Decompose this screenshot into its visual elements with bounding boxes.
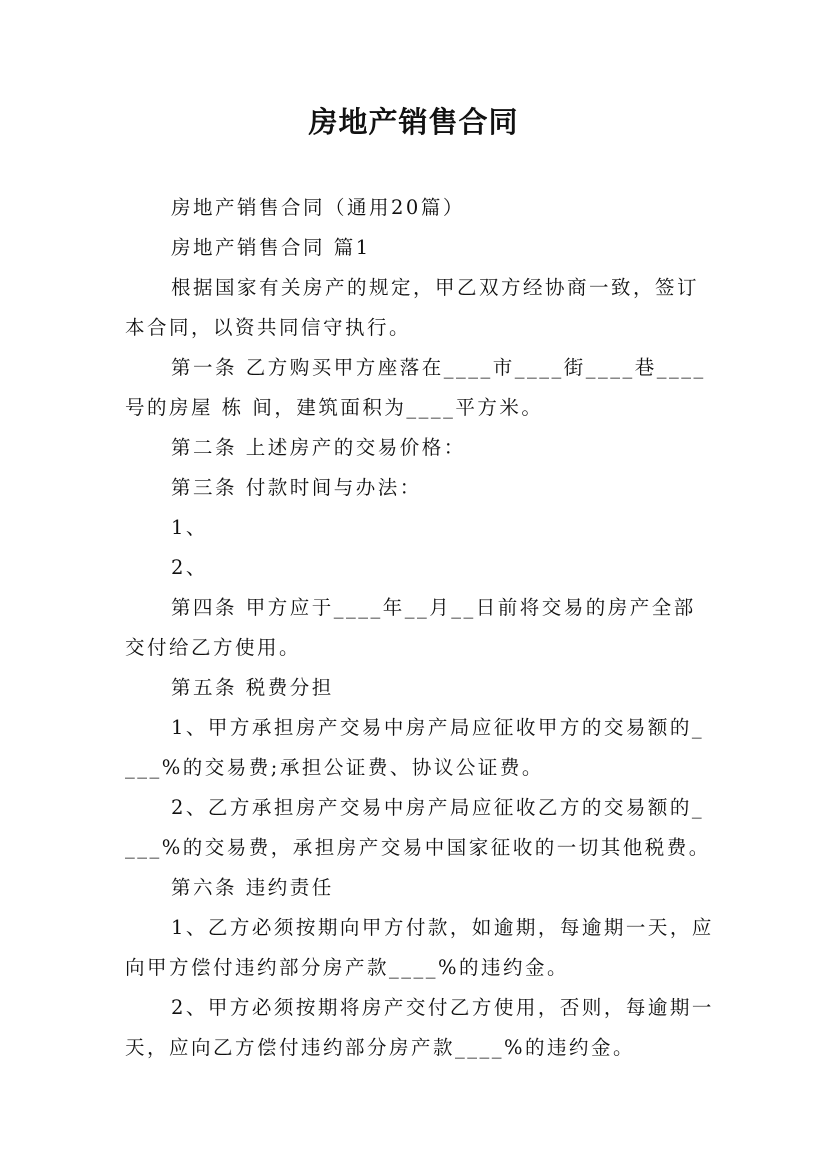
document-title: 房地产销售合同: [308, 105, 519, 139]
article-5-heading: 第五条 税费分担: [171, 676, 334, 699]
document-body: [125, 188, 715, 1068]
article-2-paragraph: 第二条 上述房产的交易价格：: [171, 436, 466, 459]
article-1-paragraph: 第一条 乙方购买甲方座落在____市____街____巷____号的房屋 栋 间，建筑面积为____平方米。: [125, 356, 706, 419]
section-heading: 房地产销售合同 篇1: [171, 236, 371, 259]
subtitle-paragraph: 房地产销售合同（通用20篇）: [171, 196, 465, 219]
article-6-heading: 第六条 违约责任: [171, 876, 334, 899]
article-3-item-2: 2、: [171, 556, 208, 579]
article-6-item-2: 2、甲方必须按期将房产交付乙方使用，否则，每逾期一天，应向乙方偿付违约部分房产款____%的违约金。: [125, 996, 714, 1059]
article-6-item-1: 1、乙方必须按期向甲方付款，如逾期，每逾期一天，应向甲方偿付违约部分房产款____%的违约金。: [125, 916, 714, 979]
article-4-paragraph: 第四条 甲方应于____年__月__日前将交易的房产全部交付给乙方使用。: [125, 596, 696, 659]
article-3-paragraph: 第三条 付款时间与办法：: [171, 476, 422, 499]
article-5-item-2: 2、乙方承担房产交易中房产局应征收乙方的交易额的____%的交易费，承担房产交易中国家征收的一切其他税费。: [125, 796, 711, 859]
article-5-item-1: 1、甲方承担房产交易中房产局应征收甲方的交易额的____%的交易费;承担公证费、协议公证费。: [125, 716, 705, 779]
article-3-item-1: 1、: [171, 516, 208, 539]
preamble-paragraph: 根据国家有关房产的规定，甲乙双方经协商一致，签订本合同，以资共同信守执行。: [125, 276, 700, 339]
